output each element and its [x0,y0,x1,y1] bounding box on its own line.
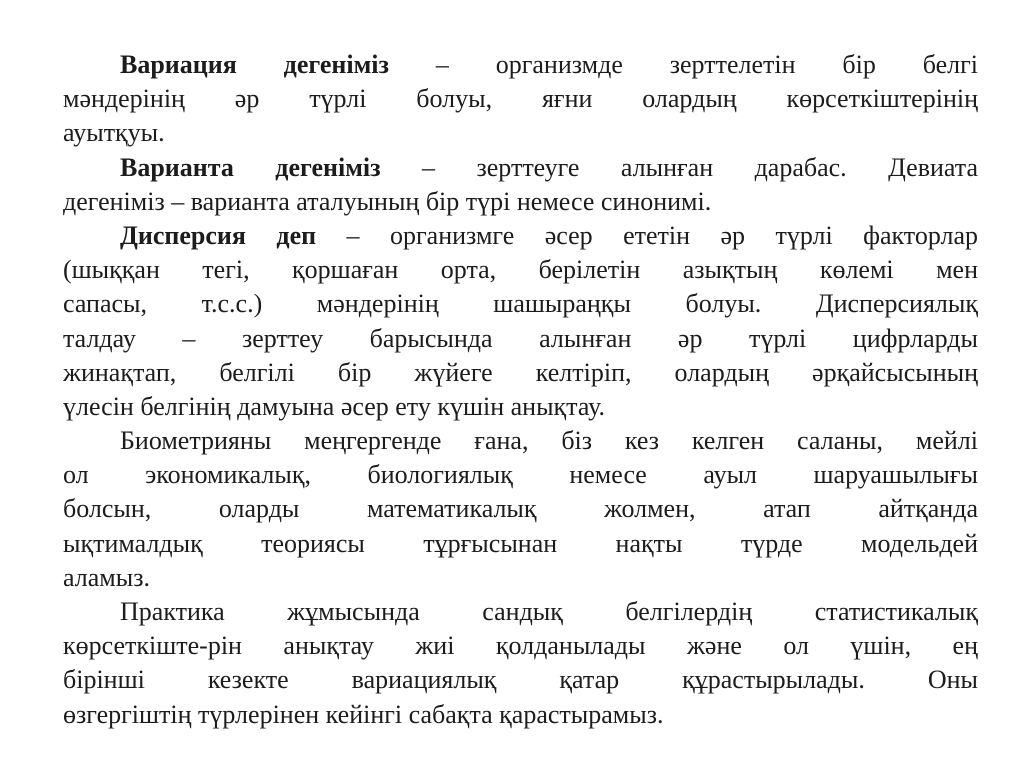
paragraph-biometry [63,424,978,595]
text-line [63,219,978,253]
line-text: (шыққан тегі, қоршаған орта, берілетін азықтың көлемі мен [63,255,978,285]
term-variation: Вариация дегеніміз [120,50,389,79]
line-text: ол экономикалық, биологиялық немесе ауыл шаруашылығы [63,460,978,490]
line-text: жинақтап, белгілі бір жүйеге келтіріп, олардың әрқайсысының [63,357,978,387]
paragraph-varianta [63,151,978,219]
text-line [63,390,978,424]
text-line [63,185,978,219]
term-varianta: Варианта дегеніміз [120,152,381,182]
line-text: – зерттеуге алынған дарабас. Девиата [380,152,978,182]
text-line [63,663,978,697]
text-line [63,48,978,82]
paragraph-variation [63,48,978,151]
text-line [63,492,978,526]
line-text: – организмде зерттелетін бір белгі [388,50,978,79]
line-text: дегеніміз – варианта аталуының бір түрі немесе синонимі. [63,186,712,216]
text-line [63,82,978,116]
line-text: – организмге әсер ететін әр түрлі факторлар [316,220,978,250]
line-text: болсын, оларды математикалық жолмен, атап айтқанда [63,494,978,524]
text-line [63,527,978,561]
text-line [63,116,978,150]
line-text: Практика жұмысында сандық белгілердің статистикалық [120,597,978,626]
line-text: ықтималдық теориясы тұрғысынан нақты түрде модельдей [63,528,978,558]
text-line [63,595,978,629]
line-text: Биометрияны меңгергенде ғана, біз кез келген саланы, мейлі [120,426,978,456]
line-text: аламыз. [63,562,150,592]
text-line [63,356,978,390]
paragraph-dispersion [63,219,978,424]
line-text: өзгергіштің түрлерінен кейінгі сабақта қарастырамыз. [63,699,664,729]
text-line [63,253,978,287]
text-line [63,287,978,321]
line-text: мәндерінің әр түрлі болуы, яғни олардың көрсеткіштерінің [63,84,978,114]
line-text: ауытқуы. [63,118,165,148]
line-text: сапасы, т.с.с.) мәндерінің шашыраңқы болуы. Дисперсиялық [63,289,978,319]
line-text: үлесін белгінің дамуына әсер ету күшін анықтау. [63,391,605,421]
text-line [63,629,978,663]
term-dispersion: Дисперсия деп [120,220,317,250]
text-line [63,151,978,185]
line-text: бірінші кезекте вариациялық қатар құрастырылады. Оны [63,665,978,695]
text-line [63,698,978,732]
line-text: көрсеткіште-рін анықтау жиі қолданылады және ол үшін, ең [63,631,978,661]
text-line [63,322,978,356]
text-line [63,561,978,595]
paragraph-practice [63,595,978,732]
text-line [63,458,978,492]
text-line [63,424,978,458]
line-text: талдау – зерттеу барысында алынған әр түрлі цифрларды [63,323,978,353]
document-body [63,48,978,732]
